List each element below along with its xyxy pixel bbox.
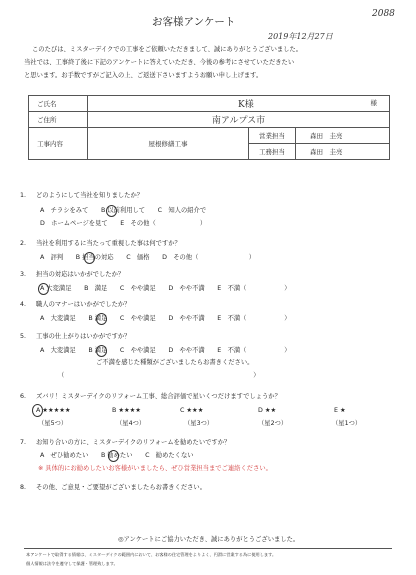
q3-options-1: A 大変満足 B 満足 C やや満足 D やや不満 E 不満（ ） [40,285,291,292]
q5-comment-field: （ ） [58,372,260,379]
q3-text: 担当の対応はいかがでしたか？ [36,271,125,278]
q6-sub-e: （星1つ） [332,420,362,427]
q6-answer-circle [32,404,43,417]
q4-text: 職人のマナーはいかがでしたか？ [36,301,131,308]
intro-line-1: このたびは、ミスターデイクでの工事をご依頼いただきまして、誠にありがとうございました。 [32,46,303,53]
sales-label: 営業担当 [249,128,296,144]
q2-number: 2. [20,240,27,247]
q5-answer-circle [96,345,107,357]
q5-comment-prompt: ご不満を感じた種類がございましたらお書きください。 [96,359,254,366]
q6-sub-b: （星4つ） [116,420,146,427]
q5-number: 5. [20,333,27,340]
construction-label: 工務担当 [249,144,296,160]
q4-answer-circle [96,313,107,325]
doc-number: 2088 [372,9,395,19]
q1-answer-circle [106,205,117,217]
name-value: K様 [238,100,254,110]
name-field [88,96,390,112]
q6-text: ズバリ！ミスターデイクのリフォーム工事、総合評価で星いくつだけますでしょうか？ [36,393,281,400]
date-handwritten: 2019年12月27日 [268,32,333,41]
q6-rating-e: E ★ [334,407,346,414]
construction-value: 森田 圭亮 [296,144,390,160]
name-label: ご氏名 [29,96,88,112]
address-value: 南アルプス市 [211,116,266,126]
q8-number: 8. [20,484,27,491]
intro-line-3: と思います。お手数ですがご記入の上、ご返送下さいますようお願い申し上げます。 [24,72,263,79]
q6-rating-b: B ★★★★ [112,407,141,414]
q1-options-1: A チラシをみて B 以前利用して C 知人の紹介で [40,207,207,214]
address-field [88,112,390,128]
q3-answer-circle [38,283,49,295]
q5-options-1: A 大変満足 B 満足 C やや満足 D やや不満 E 不満（ ） [40,347,291,354]
q7-options-1: A ぜひ勧めたい B 勧めたい C 勧めたくない [40,452,194,459]
q7-answer-circle [108,450,119,462]
q2-answer-circle [84,252,95,264]
privacy-note-2: 個人情報は法令を遵守して保護・管理致します。 [26,561,118,566]
q4-options-1: A 大変満足 B 満足 C やや満足 D やや不満 E 不満（ ） [40,315,291,322]
thanks-message: ◎アンケートにご協力いただき、誠にありがとうございました。 [118,536,300,543]
name-suffix: 様 [370,99,377,107]
q6-sub-a: （星5つ） [38,420,68,427]
sales-value: 森田 圭亮 [296,128,390,144]
q7-text: お知り合いの方に、ミスターデイクのリフォームを勧めたいですか？ [36,439,231,446]
intro-line-2: 当社では、工事終了後に下記のアンケートに答えていただき、今後の参考にさせていただきたい [24,59,295,66]
q6-number: 6. [20,393,27,400]
q1-number: 1. [20,192,27,199]
q6-rating-c: C ★★★ [180,407,204,414]
q4-number: 4. [20,301,27,308]
q5-text: 工事の仕上がりはいかがですか？ [36,333,131,340]
q6-rating-a: A ★★★★★ [36,407,71,414]
q1-text: どのようにして当社を知りましたか？ [36,192,144,199]
q6-rating-d: D ★★ [258,407,277,414]
info-table [28,95,390,160]
q2-text: 当社を利用するに当たって重視した事は何ですか？ [36,240,181,247]
q8-text: その他、ご意見・ご要望がございましたらお書きください。 [36,484,207,491]
q7-number: 7. [20,439,27,446]
privacy-note-1: 本アンケートで取得する情報は、ミスターデイクの範囲内において、お客様の住宅管理をよりよく、円滑に営業する為に使用します。 [26,552,277,557]
q7-note: ※ 具体的にお勧めしたいお客様がいましたら、ぜひ営業担当までご連絡ください。 [38,465,272,472]
q3-number: 3. [20,271,27,278]
q6-sub-d: （星2つ） [258,420,288,427]
work-label: 工事内容 [29,128,88,160]
address-label: ご住所 [29,112,88,128]
page-title: お客様アンケート [152,16,236,28]
work-value: 屋根修繕工事 [88,128,249,160]
footer-divider [24,548,392,549]
q2-options-1: A 評判 B 担当の対応 C 価格 D その他（ ） [40,254,256,261]
q6-sub-c: （星3つ） [184,420,214,427]
q1-options-2: D ホームページを見て E その他（ ） [40,220,207,227]
